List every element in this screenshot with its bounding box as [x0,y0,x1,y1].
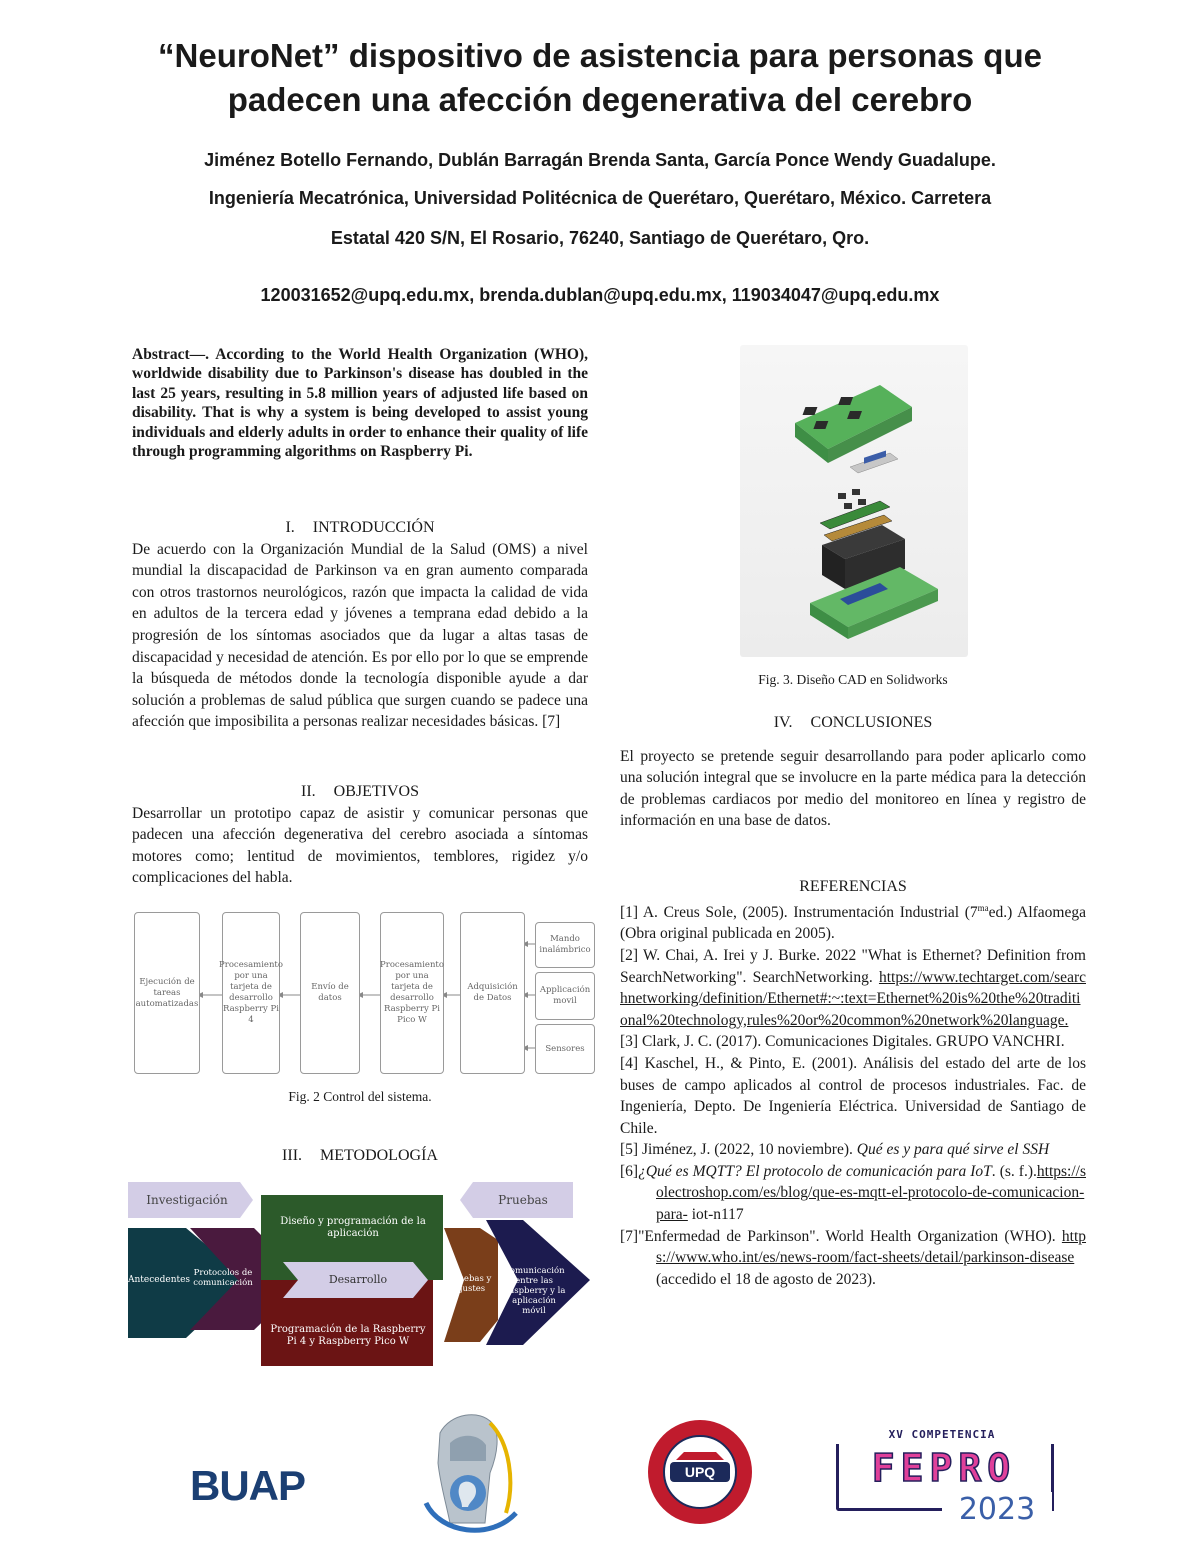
fig3-caption: Fig. 3. Diseño CAD en Solidworks [758,672,948,687]
cad-button [844,503,852,509]
block-envio-datos: Envío de datos [300,912,360,1074]
abstract-text: Abstract—. According to the World Health Organization (WHO), worldwide disability due to Parkinson's disease has doubled in the last 25 years, resulting in 5.8 million years of adjusted life based on disability. That is why a system is being developed to assist young individuals and elderly adults in order to enhance their quality of life through programming algorithms on Raspberry Pi. [132,346,588,461]
section-introduccion [132,517,588,733]
ref-title: Qué es y para qué sirve el SSH [856,1141,1050,1159]
conclusiones-body: El proyecto se pretende seguir desarrollando para poder aplicarlo como una solución integral que se involucre en la parte médica para la detección de problemas cardiacos por medio del monitoreo en línea y registro de información en una base de datos. [620,747,1086,830]
intro-body: De acuerdo con la Organización Mundial de la Salud (OMS) a nivel mundial la discapacidad de Parkinson va en gran aumento comparada con otros trastornos neurológicos, razón que impacta la calidad de vida en adultos de la tercera edad y jóvenes a temprana edad debido a la progresión de los síntomas asociados que da lugar a altas tasas de discapacidad y necesidad de atención. Es por ello por lo que se emprende la búsqueda de métodos donde la tecnología disponible ayude a dar solución a problemas de salud pública que surgen cuando se padece una afección que imposibilita a personas realizar necesidades básicas. [7] [132,540,588,731]
block-ejecucion: Ejecución de tareas automatizadas [134,912,200,1074]
programacion-label: Programación de la Raspberry Pi 4 y Raspberry Pico W [270,1324,426,1347]
section-title: METODOLOGÍA [320,1147,438,1164]
helmet-emblem-logo [420,1403,520,1543]
upq-logo-text: UPQ [684,1464,716,1480]
section-objetivos [132,781,588,889]
section-number: II. [301,783,316,800]
section-number: I. [285,519,295,536]
affiliation-line-2: Estatal 420 S/N, El Rosario, 76240, Santiago de Querétaro, Qro. [330,228,870,248]
section-heading [132,517,588,539]
buap-logo [190,1462,325,1507]
section-heading [132,781,588,803]
block-pico-w: Procesamiento por una tarjeta de desarrollo Raspberry Pi Pico W [380,912,444,1074]
section-heading [132,1145,588,1167]
title-line-1: “NeuroNet” dispositivo de asistencia para personas que [158,37,1042,74]
section-referencias [620,876,1086,1290]
section-number: IV. [773,714,793,731]
paper-title [60,34,1140,122]
cad-button [858,499,866,505]
section-title: INTRODUCCIÓN [312,519,435,536]
ref-text: [6] [620,1162,639,1180]
reference-2 [620,945,1086,1031]
affiliation-line-1: Ingeniería Mecatrónica, Universidad Politécnica de Querétaro, Querétaro, México. Carretera [208,188,992,208]
cad-exploded-view [740,345,968,657]
block-adquisicion: Adquisición de Datos [460,912,525,1074]
antecedentes-label: Antecedentes [128,1275,191,1285]
reference-5 [620,1139,1086,1161]
pruebas-label: Pruebas [498,1193,548,1207]
section-number: III. [282,1147,303,1164]
helmet-emblem-icon [420,1403,520,1543]
reference-1 [620,898,1086,945]
comunicacion-label: Comunicación entre las Raspberry y la aplicación móvil [502,1266,566,1316]
ref-superscript: ma [977,902,989,913]
ref-6-link[interactable]: https://solectroshop.com/es/blog/que-es-mqtt-el-protocolo-de-comunicacion-para- [656,1162,1086,1224]
ref-text: . (s. f.). [991,1162,1037,1180]
title-line-2: padecen una afección degenerativa del cerebro [227,81,973,118]
cad-button [838,493,846,499]
input-app: Applicación movil [535,972,595,1020]
ref-text: [1] A. Creus Sole, (2005). Instrumentación Industrial (7 [620,903,978,921]
ref-2-link[interactable]: https://www.techtarget.com/searchnetworking/definition/Ethernet#:~:text=Ethernet%20is%20the%20traditional%20technology,rules%20or%20common%20network%20language. [620,968,1086,1029]
block-raspberry-pi4: Procesamiento por una tarjeta de desarrollo Raspberry Pi 4 [222,912,280,1074]
fig3-cad-render [740,345,968,657]
fepro-top-text: XV COMPETENCIA [888,1428,996,1441]
ref-text: [2] W. Chai, A. Irei y J. Burke. 2022 "What is Ethernet? Definition from SearchNetworking". SearchNetworking. [620,946,1086,986]
section-conclusiones [620,712,1086,832]
fig2-control-diagram [130,910,595,1080]
section-title: OBJETIVOS [333,783,419,800]
pruebas-ajustes-label: Pruebas y ajustes [448,1274,492,1294]
ref-text: [5] Jiménez, J. (2022, 10 noviembre). [620,1141,853,1159]
ref-text: ed.) Alfaomega (Obra original publicada en 2005). [620,903,1086,943]
fepro-logo [832,1428,1054,1536]
emails: 120031652@upq.edu.mx, brenda.dublan@upq.edu.mx, 119034047@upq.edu.mx [260,285,940,305]
section-metodologia [132,1145,588,1167]
ref-text: (accedido el 18 de agosto de 2023). [656,1270,876,1288]
ref-title: ¿Qué es MQTT? El protocolo de comunicación para IoT [638,1162,992,1180]
section-title: CONCLUSIONES [810,714,933,731]
input-sensores: Sensores [535,1024,595,1074]
section-heading: REFERENCIAS [799,878,907,895]
cad-button [852,489,860,495]
diseno-label: Diseño y programación de la aplicación [280,1216,426,1239]
desarrollo-label: Desarrollo [328,1273,388,1286]
fepro-year: 2023 [942,1492,1052,1528]
ref-text: [7]"Enfermedad de Parkinson". World Health Organization (WHO). [620,1227,1056,1245]
abstract [132,345,588,461]
protocolos-label: Protocolos de comunicación [193,1268,253,1288]
objetivos-body: Desarrollar un prototipo capaz de asistir y comunicar personas que padecen una afección degenerativa del cerebro asociada a síntomas motores como; lentitud de movimientos, temblores, rigidez y/o complicaciones del habla. [132,804,588,887]
authors: Jiménez Botello Fernando, Dublán Barragán Brenda Santa, García Ponce Wendy Guadalupe. [204,150,996,170]
reference-3: [3] Clark, J. C. (2017). Comunicaciones Digitales. GRUPO VANCHRI. [620,1033,1065,1051]
ref-text: iot-n117 [687,1206,744,1224]
ref-7-link[interactable]: https://www.who.int/es/news-room/fact-sheets/detail/parkinson-disease [656,1227,1087,1267]
investigacion-label: Investigación [146,1193,228,1207]
fepro-title: FEPRO [871,1446,1017,1490]
upq-logo [646,1418,754,1526]
buap-logo-text: BUAP [190,1462,306,1509]
methodology-diagram [128,1180,598,1370]
cad-button-hole [803,407,818,415]
reference-6 [620,1161,1086,1226]
reference-7 [620,1226,1086,1291]
fig2-caption: Fig. 2 Control del sistema. [288,1089,432,1104]
section-heading [620,712,1086,734]
input-mando: Mando inalámbrico [535,922,595,968]
reference-4: [4] Kaschel, H., & Pinto, E. (2001). Análisis del estado del arte de los buses de campo aplicados al control de procesos industriales. Fac. de Ingeniería, Depto. De Ingeniería Eléctrica. Universidad de Santiago de Chile. [620,1054,1086,1137]
